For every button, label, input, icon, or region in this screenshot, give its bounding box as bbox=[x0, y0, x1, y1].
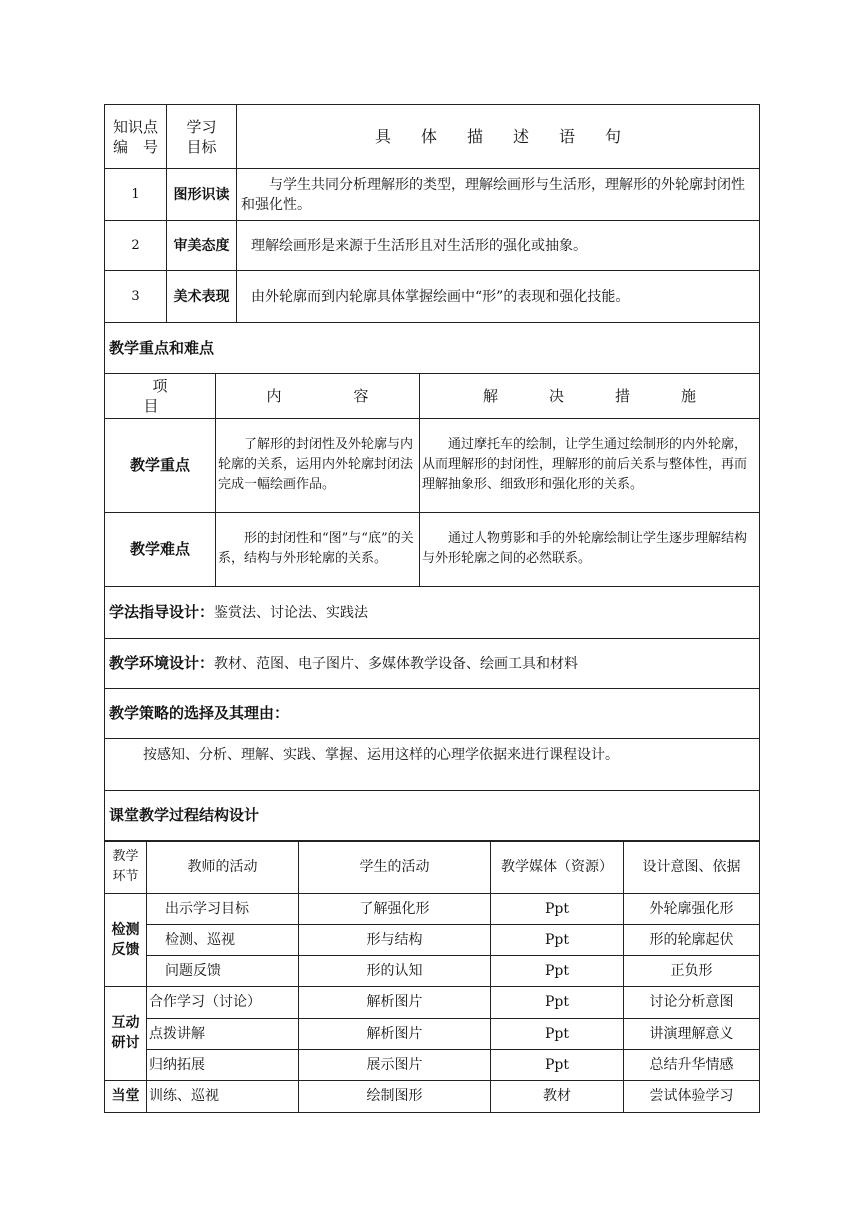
row-no: 2 bbox=[105, 221, 167, 271]
table-row bbox=[105, 418, 760, 512]
row-measure: 通过摩托车的绘制，让学生通过绘制形的内外轮廓，从而理解形的封闭性，理解形的前后关系与整体性，再而理解抽象形、细致形和强化形的关系。 bbox=[420, 418, 760, 512]
row-item: 教学难点 bbox=[105, 512, 216, 586]
table-row bbox=[105, 221, 760, 271]
teacher-cell: 归纳拓展 bbox=[147, 1049, 299, 1080]
media-cell: Ppt bbox=[491, 893, 624, 924]
intent-cell: 讨论分析意图 bbox=[624, 986, 760, 1018]
row-no: 3 bbox=[105, 271, 167, 323]
lesson-plan-document bbox=[104, 104, 760, 1113]
strategy-text: 按感知、分析、理解、实践、掌握、运用这样的心理学依据来进行课程设计。 bbox=[105, 738, 760, 790]
row-content: 了解形的封闭性及外轮廓与内轮廓的关系，运用内外轮廓封闭法完成一幅绘画作品。 bbox=[216, 418, 420, 512]
strategy-label: 教学策略的选择及其理由： bbox=[105, 688, 760, 738]
table-row bbox=[105, 271, 760, 323]
table-row bbox=[105, 986, 760, 1018]
environment-label: 教学环境设计： bbox=[109, 653, 215, 672]
media-cell: Ppt bbox=[491, 1049, 624, 1080]
row-no: 1 bbox=[105, 169, 167, 221]
media-cell: Ppt bbox=[491, 955, 624, 986]
header-item: 项 目 bbox=[105, 373, 216, 418]
stage-cell: 检测 反馈 bbox=[105, 893, 147, 986]
key-points-title: 教学重点和难点 bbox=[105, 323, 760, 373]
header-goal: 学习 目标 bbox=[167, 105, 237, 169]
teacher-cell: 检测、巡视 bbox=[147, 924, 299, 955]
header-student: 学生的活动 bbox=[299, 841, 491, 893]
method-text: 鉴赏法、讨论法、实践法 bbox=[214, 604, 369, 621]
student-cell: 形与结构 bbox=[299, 924, 491, 955]
student-cell: 解析图片 bbox=[299, 986, 491, 1018]
header-content: 内 容 bbox=[216, 373, 420, 418]
intent-cell: 总结升华情感 bbox=[624, 1049, 760, 1080]
header-desc: 具体描述语句 bbox=[237, 105, 760, 169]
header-stage: 教学 环节 bbox=[105, 841, 147, 893]
header-media: 教学媒体（资源） bbox=[491, 841, 624, 893]
media-cell: Ppt bbox=[491, 986, 624, 1018]
student-cell: 解析图片 bbox=[299, 1018, 491, 1049]
process-table bbox=[104, 841, 760, 1113]
student-cell: 展示图片 bbox=[299, 1049, 491, 1080]
teacher-cell: 出示学习目标 bbox=[147, 893, 299, 924]
media-cell: 教材 bbox=[491, 1080, 624, 1112]
key-points-header-row bbox=[105, 373, 760, 418]
stage-cell: 当堂 bbox=[105, 1080, 147, 1112]
environment-text: 教材、范图、电子图片、多媒体教学设备、绘画工具和材料 bbox=[214, 655, 579, 672]
environment-row bbox=[105, 638, 760, 688]
media-cell: Ppt bbox=[491, 1018, 624, 1049]
method-row bbox=[105, 586, 760, 638]
row-desc: 与学生共同分析理解形的类型，理解绘画形与生活形，理解形的外轮廓封闭性和强化性。 bbox=[237, 169, 760, 221]
header-measure: 解 决 措 施 bbox=[420, 373, 760, 418]
row-goal: 图形识读 bbox=[167, 169, 237, 221]
intent-cell: 讲演理解意义 bbox=[624, 1018, 760, 1049]
intent-cell: 尝试体验学习 bbox=[624, 1080, 760, 1112]
table-row bbox=[105, 924, 760, 955]
method-label: 学法指导设计： bbox=[109, 602, 215, 621]
row-goal: 美术表现 bbox=[167, 271, 237, 323]
table-row bbox=[105, 955, 760, 986]
row-goal: 审美态度 bbox=[167, 221, 237, 271]
process-title: 课堂教学过程结构设计 bbox=[105, 790, 760, 840]
intent-cell: 外轮廓强化形 bbox=[624, 893, 760, 924]
table-row bbox=[105, 169, 760, 221]
intent-cell: 正负形 bbox=[624, 955, 760, 986]
media-cell: Ppt bbox=[491, 924, 624, 955]
teacher-cell: 合作学习（讨论） bbox=[147, 986, 299, 1018]
row-item: 教学重点 bbox=[105, 418, 216, 512]
header-teacher: 教师的活动 bbox=[147, 841, 299, 893]
row-desc: 由外轮廓而到内轮廓具体掌握绘画中“形”的表现和强化技能。 bbox=[237, 271, 760, 323]
student-cell: 形的认知 bbox=[299, 955, 491, 986]
teacher-cell: 训练、巡视 bbox=[147, 1080, 299, 1112]
header-intent: 设计意图、依据 bbox=[624, 841, 760, 893]
process-header-row bbox=[105, 841, 760, 893]
table-row bbox=[105, 512, 760, 586]
row-content: 形的封闭性和“图”与“底”的关系，结构与外形轮廓的关系。 bbox=[216, 512, 420, 586]
objectives-table bbox=[104, 104, 760, 323]
intent-cell: 形的轮廓起伏 bbox=[624, 924, 760, 955]
table-row bbox=[105, 893, 760, 924]
teacher-cell: 问题反馈 bbox=[147, 955, 299, 986]
key-points-table bbox=[104, 323, 760, 841]
table-row bbox=[105, 1080, 760, 1112]
student-cell: 了解强化形 bbox=[299, 893, 491, 924]
student-cell: 绘制图形 bbox=[299, 1080, 491, 1112]
row-measure: 通过人物剪影和手的外轮廓绘制让学生逐步理解结构与外形轮廓之间的必然联系。 bbox=[420, 512, 760, 586]
table-row bbox=[105, 1018, 760, 1049]
row-desc: 理解绘画形是来源于生活形且对生活形的强化或抽象。 bbox=[237, 221, 760, 271]
teacher-cell: 点拨讲解 bbox=[147, 1018, 299, 1049]
stage-cell: 互动 研讨 bbox=[105, 986, 147, 1080]
header-kp-no: 知识点 编 号 bbox=[105, 105, 167, 169]
table-row bbox=[105, 1049, 760, 1080]
objectives-header-row bbox=[105, 105, 760, 169]
